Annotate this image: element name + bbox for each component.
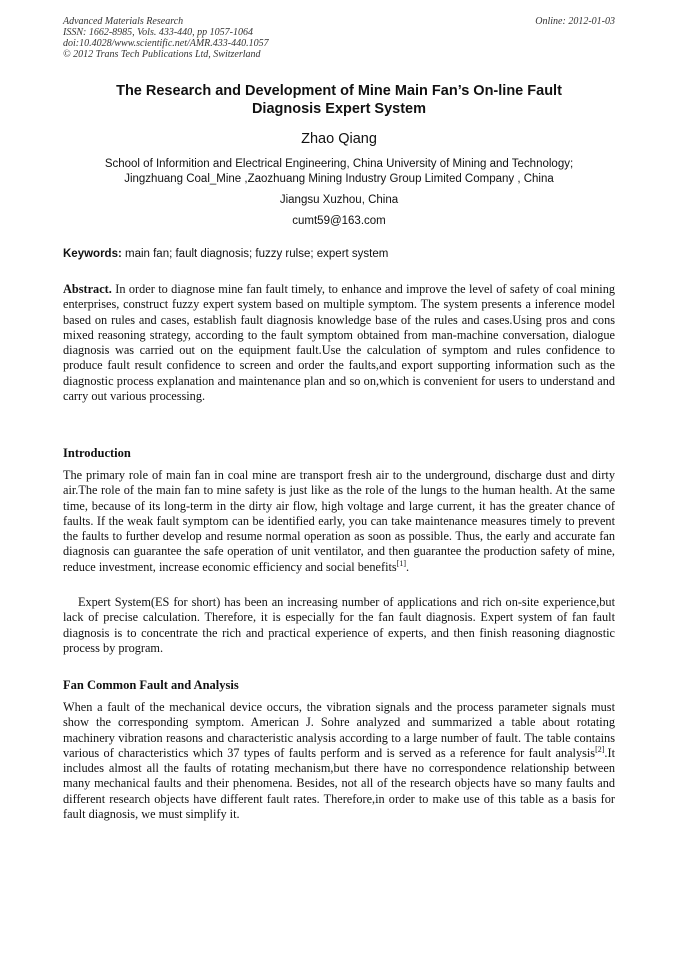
paper-title <box>63 82 615 118</box>
title-line-2: Diagnosis Expert System <box>251 101 427 117</box>
doi: doi:10.4028/www.scientific.net/AMR.433-440.1057 <box>63 38 269 49</box>
section-heading-introduction: Introduction <box>63 446 131 460</box>
abstract-text: In order to diagnose mine fan fault timely, to enhance and improve the level of safety of coal mining enterprises, construct fuzzy expert system based on multiple symptom. The system presents a inference model based on rules and cases, establish fault diagnosis knowledge base of the rules and cases.Using pros and cons mixed reasoning strategy, according to the fault symptom obtained from man-machine conversation, dialogue diagnosis was carried out on the equipment fault.Use the calculation of symptom and rules confidence to produce fault result confidence to screen and order the faults,and export supporting information such as the diagnostic process explanation and maintenance plan and so on,which is convenient for users to understand and carry out various processing. <box>63 282 615 404</box>
author-name: Zhao Qiang <box>301 131 377 147</box>
keywords-label: Keywords: <box>63 248 122 260</box>
citation-ref-1[interactable]: [1] <box>396 558 407 568</box>
introduction-p1-end: . <box>406 559 410 574</box>
introduction-paragraph-1 <box>63 468 615 575</box>
affiliation-line-2: Jingzhuang Coal_Mine ,Zaozhuang Mining Industry Group Limited Company , China <box>124 173 554 185</box>
affiliation <box>63 157 615 187</box>
issn: ISSN: 1662-8985, Vols. 433-440, pp 1057-1064 <box>63 27 253 38</box>
affiliation-line-1: School of Informition and Electrical Engineering, China University of Mining and Technology; <box>104 158 574 170</box>
author-email: cumt59@163.com <box>292 215 386 227</box>
citation-ref-2[interactable]: [2] <box>595 744 605 754</box>
abstract <box>63 282 615 404</box>
introduction-p1-text: The primary role of main fan in coal mine are transport fresh air to the underground, discharge dust and dirty air.The role of the main fan to mine safety is just like as the role of the lungs to the human health. At the same time, because of its long-term in the dirty air flow, high voltage and large current, it has the greater chance of faults. If the weak fault symptom can be identified early, you can take maintenance measures timely to prevent the faults to further develop and resume normal operation as soon as possible. Thus, the early and accurate fan diagnosis can guarantee the safe operation of unit ventilator, and then guarantee the production safety of mine, reduce investment, increase economic efficiency and social benefits <box>63 468 615 574</box>
section-heading-fault-analysis: Fan Common Fault and Analysis <box>63 678 239 692</box>
fault-p1-text-a: When a fault of the mechanical device occurs, the vibration signals and the process parameter signals must show the corresponding symptom. American J. Sohre analyzed and summarized a table about rotating machinery vibration reasons and characteristic analysis according to a large number of fault. The table contains various of characteristics which 37 types of faults perform and is served as a reference for fault analysis <box>63 700 615 760</box>
online-date: Online: 2012-01-03 <box>535 16 615 27</box>
copyright: © 2012 Trans Tech Publications Ltd, Switzerland <box>63 49 261 60</box>
introduction-paragraph-2: Expert System(ES for short) has been an increasing number of applications and rich on-site experience,but lack of precise calculation. Therefore, it is especially for the fan fault diagnosis. Expert system of fan fault diagnosis is to concentrate the rich and practical experience of experts, and then finish reasoning diagnostic process by program. <box>63 595 615 655</box>
fault-analysis-paragraph-1 <box>63 700 615 822</box>
journal-name: Advanced Materials Research <box>63 16 184 27</box>
abstract-label: Abstract. <box>63 282 112 296</box>
title-line-1: The Research and Development of Mine Main Fan’s On-line Fault <box>116 83 562 99</box>
author-location: Jiangsu Xuzhou, China <box>279 194 399 206</box>
keywords <box>63 248 615 260</box>
journal-header <box>63 16 615 60</box>
fault-p1-text-b: .It includes almost all the faults of rotating mechanism,but there have no correspondence relationship between many mechanical faults and their phenomena. Besides, not all of the research objects have so many faults and different research objects have different fault rates. Therefore,in order to make use of this table as a basis for fault diagnosis, we must simplify it. <box>63 745 615 822</box>
keywords-text: main fan; fault diagnosis; fuzzy rulse; expert system <box>121 248 389 260</box>
